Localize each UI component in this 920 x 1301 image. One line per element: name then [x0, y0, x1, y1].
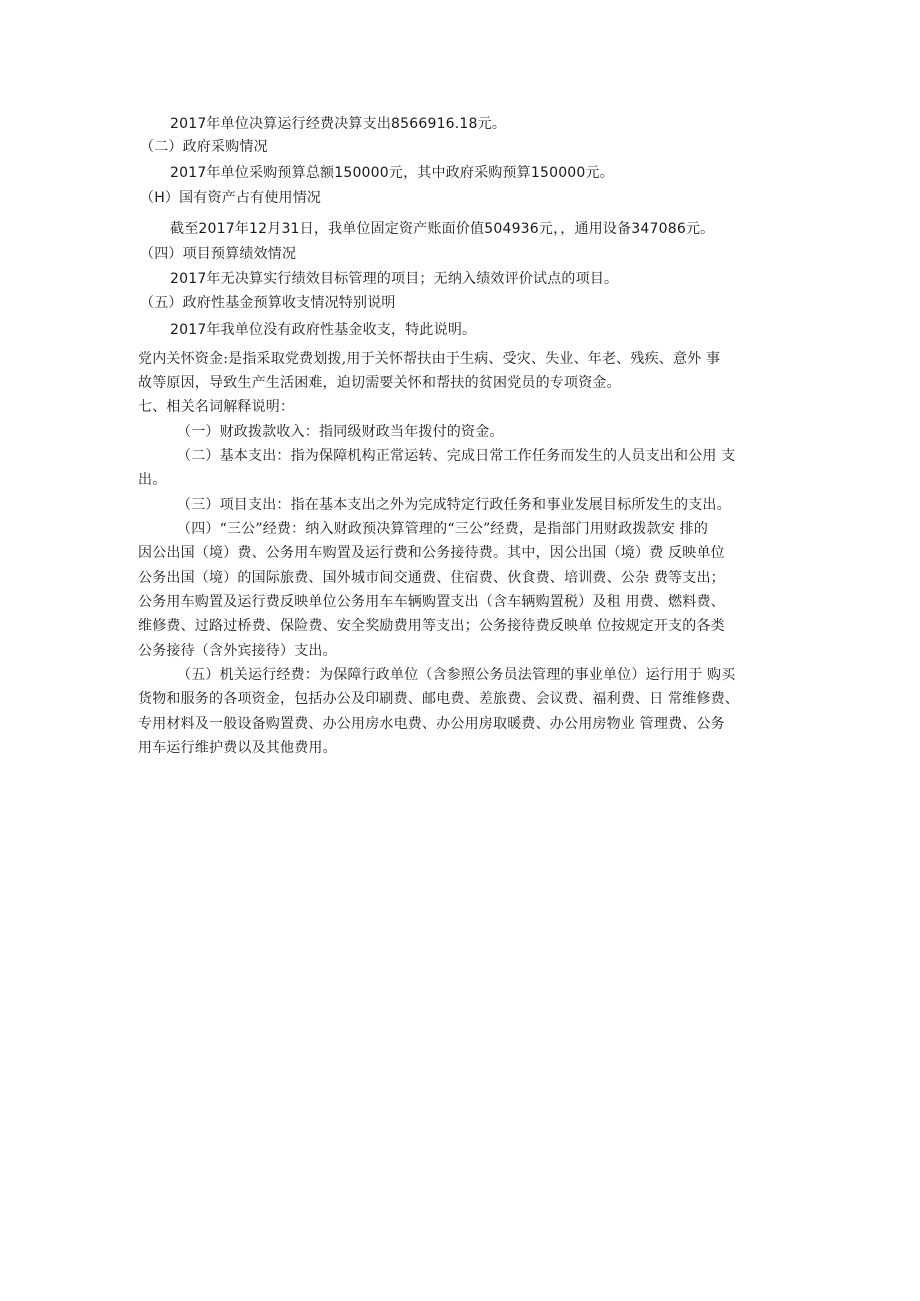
glossary-item-4-line-1: （四）“三公”经费：纳入财政预决算管理的“三公”经费，是指部门用财政拨款安 排的 — [177, 521, 709, 537]
glossary-item-4-line-4: 公务用车购置及运行费反映单位公务用车车辆购置支出（含车辆购置税）及租 用费、燃料费、 — [138, 594, 725, 610]
glossary-item-2-line-1: （二）基本支出：指为保障机构正常运转、完成日常工作任务而发生的人员支出和公用 支 — [177, 448, 736, 464]
glossary-item-5-line-2: 货物和服务的各项资金，包括办公及印刷费、邮电费、差旅费、会议费、福利费、日 常维修费、 — [138, 691, 740, 707]
glossary-item-2-line-2: 出。 — [138, 472, 167, 488]
assets-heading: （H）国有资产占有使用情况 — [140, 190, 322, 206]
performance-heading: （四）项目预算绩效情况 — [140, 246, 297, 262]
glossary-item-4-line-5: 维修费、过路过桥费、保险费、安全奖励费用等支出；公务接待费反映单 位按规定开支的各类 — [138, 618, 725, 634]
glossary-item-4-line-2: 因公出国（境）费、公务用车购置及运行费和公务接待费。其中，因公出国（境）费 反映单位 — [138, 545, 725, 561]
performance-text: 2017年无决算实行绩效目标管理的项目；无纳入绩效评价试点的项目。 — [170, 271, 619, 287]
glossary-item-5-line-1: （五）机关运行经费：为保障行政单位（含参照公务员法管理的事业单位）运行用于 购买 — [177, 667, 736, 683]
glossary-item-1: （一）财政拨款收入：指同级财政当年拨付的资金。 — [177, 424, 504, 440]
glossary-item-5-line-3: 专用材料及一般设备购置费、办公用房水电费、办公用房取暖费、办公用房物业 管理费、公务 — [138, 716, 725, 732]
glossary-item-4-line-3: 公务出国（境）的国际旅费、国外城市间交通费、住宿费、伙食费、培训费、公杂 费等支出； — [138, 570, 725, 586]
glossary-item-5-line-4: 用车运行维护费以及其他费用。 — [138, 740, 337, 756]
party-care-line-1: 党内关怀资金:是指采取党费划拨,用于关怀帮扶由于生病、受灾、失业、年老、残疾、意外 事 — [138, 351, 721, 367]
procurement-heading: （二）政府采购情况 — [140, 139, 268, 155]
glossary-item-4-line-6: 公务接待（含外宾接待）支出。 — [138, 643, 337, 659]
fund-heading: （五）政府性基金预算收支情况特别说明 — [140, 295, 396, 311]
running-costs-text: 2017年单位决算运行经费决算支出8566916.18元。 — [170, 116, 507, 132]
party-care-line-2: 故等原因，导致生产生活困难，迫切需要关怀和帮扶的贫困党员的专项资金。 — [138, 375, 621, 391]
fund-text: 2017年我单位没有政府性基金收支，特此说明。 — [170, 322, 477, 338]
glossary-heading: 七、相关名词解释说明： — [138, 399, 295, 415]
assets-text: 截至2017年12月31日，我单位固定资产账面价值504936元，，通用设备347086元。 — [170, 221, 715, 237]
procurement-text: 2017年单位采购预算总额150000元，其中政府采购预算150000元。 — [170, 165, 614, 181]
glossary-item-3: （三）项目支出：指在基本支出之外为完成特定行政任务和事业发展目标所发生的支出。 — [177, 497, 731, 513]
